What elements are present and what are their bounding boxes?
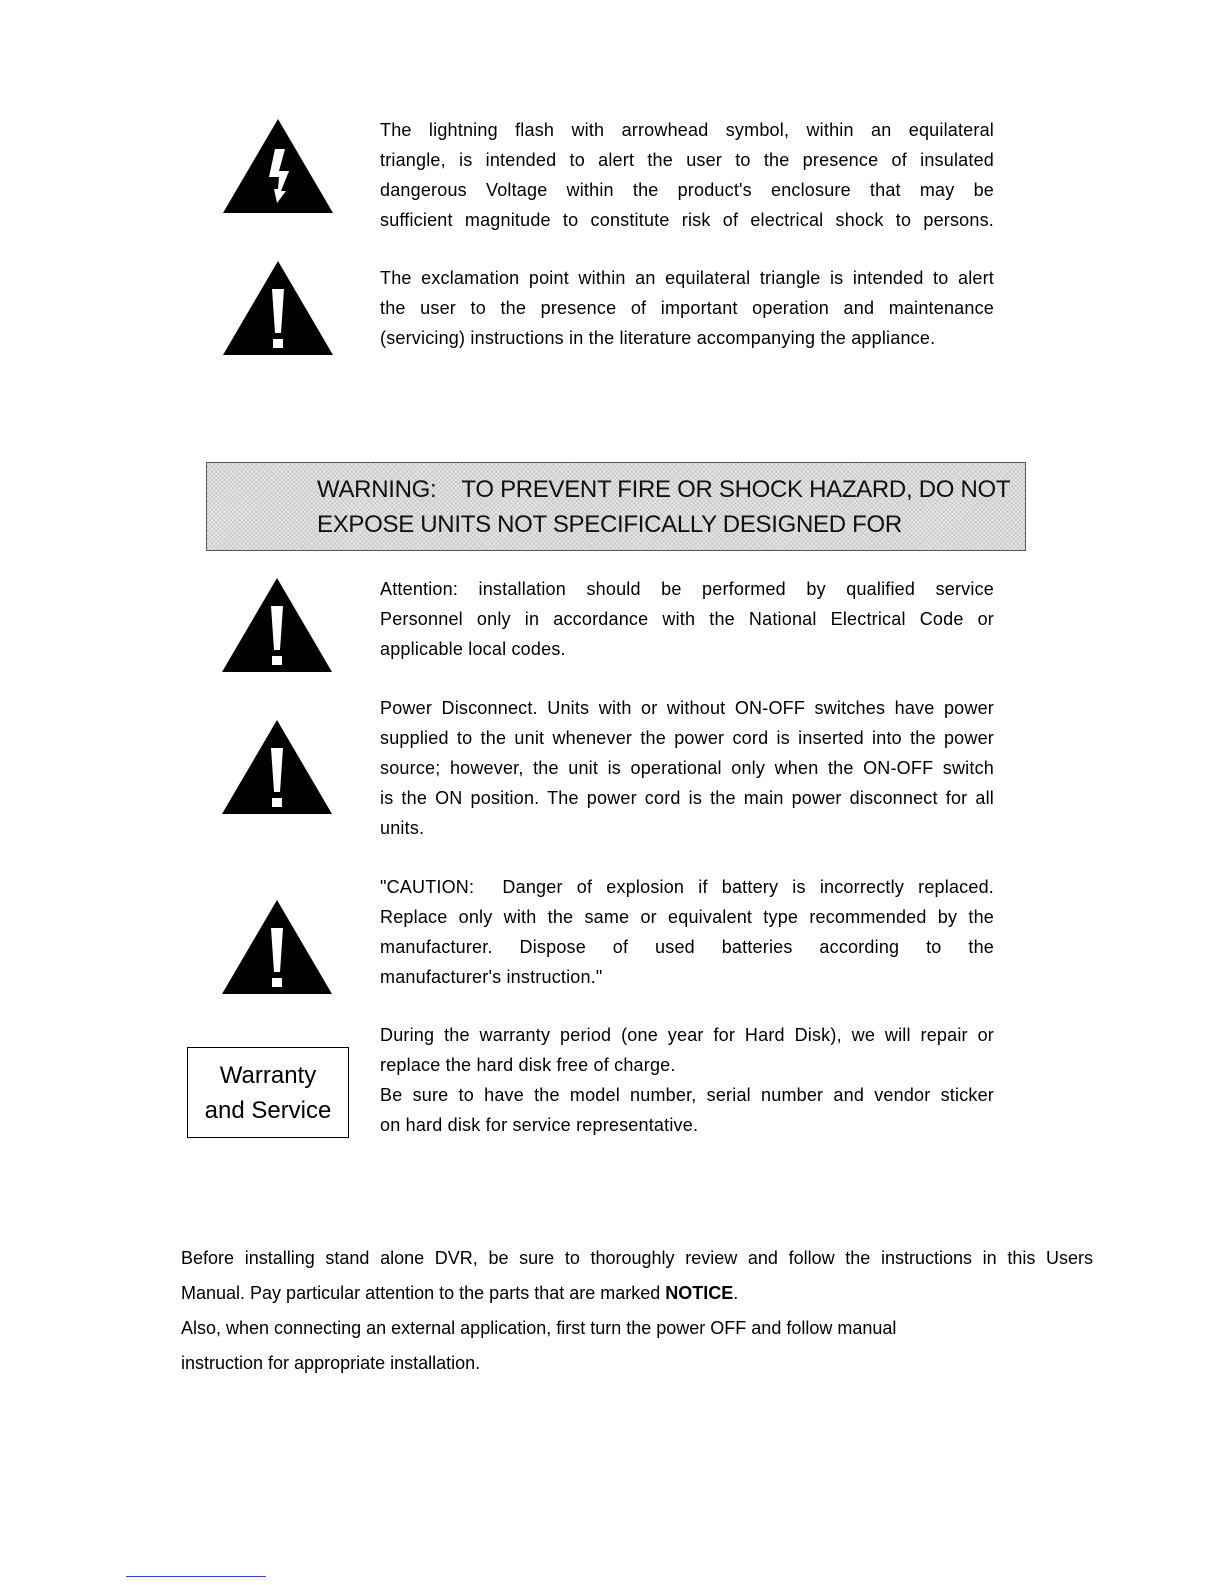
warranty-description: During the warranty period (one year for Hard Disk), we will repair or replace the hard disk free of charge. Be sure to have the model number, serial number and vendor sticker on hard disk for service representative. bbox=[380, 1025, 994, 1135]
intro-paragraph: Before installing stand alone DVR, be sure to thoroughly review and follow the instructions in this Users Manual. Pay particular attention to the parts that are marked NOTICE. Also, when connecting an external application, first turn the power OFF and follow manual instruction for appropriate installation. bbox=[181, 1248, 1093, 1373]
warranty-box-line-1: Warranty bbox=[219, 1062, 317, 1089]
warranty-and-service-box bbox=[187, 1047, 349, 1138]
battery-caution-notice: "CAUTION: Danger of explosion if battery is incorrectly replaced. Replace only with the same or equivalent type recommended by the manufacturer. Dispose of used batteries according to the manufacturer's instruction." bbox=[380, 877, 994, 987]
exclamation-warning-icon bbox=[222, 578, 332, 672]
warning-line-2: EXPOSE UNITS NOT SPECIFICALLY DESIGNED FOR bbox=[317, 511, 902, 538]
exclamation-warning-icon bbox=[222, 720, 332, 814]
warning-line-1: WARNING: TO PREVENT FIRE OR SHOCK HAZARD, DO NOT bbox=[317, 476, 1011, 503]
notice-keyword: NOTICE bbox=[665, 1283, 734, 1303]
warranty-box-line-2: and Service bbox=[204, 1097, 332, 1124]
exclamation-warning-icon bbox=[223, 261, 333, 355]
exclamation-warning-icon bbox=[222, 900, 332, 994]
exclamation-symbol-description: The exclamation point within an equilateral triangle is intended to alert the user to the presence of important operation and maintenance (servicing) instructions in the literature accompanying the appliance. bbox=[380, 268, 994, 348]
power-disconnect-notice: Power Disconnect. Units with or without ON-OFF switches have power supplied to the unit whenever the power cord is inserted into the power source; however, the unit is operational only when the ON-OFF switch is the ON position. The power cord is the main power disconnect for all units. bbox=[380, 698, 994, 838]
installation-notice: Attention: installation should be performed by qualified service Personnel only in accordance with the National Electrical Code or applicable local codes. bbox=[380, 579, 994, 659]
warning-banner bbox=[206, 462, 1026, 551]
lightning-warning-icon bbox=[223, 119, 333, 213]
lightning-symbol-description: The lightning flash with arrowhead symbol, within an equilateral triangle, is intended to alert the user to the presence of insulated dangerous Voltage within the product's enclosure that may be sufficient magnitude to constitute risk of electrical shock to persons. bbox=[380, 120, 994, 230]
footnote-separator bbox=[126, 1576, 266, 1577]
